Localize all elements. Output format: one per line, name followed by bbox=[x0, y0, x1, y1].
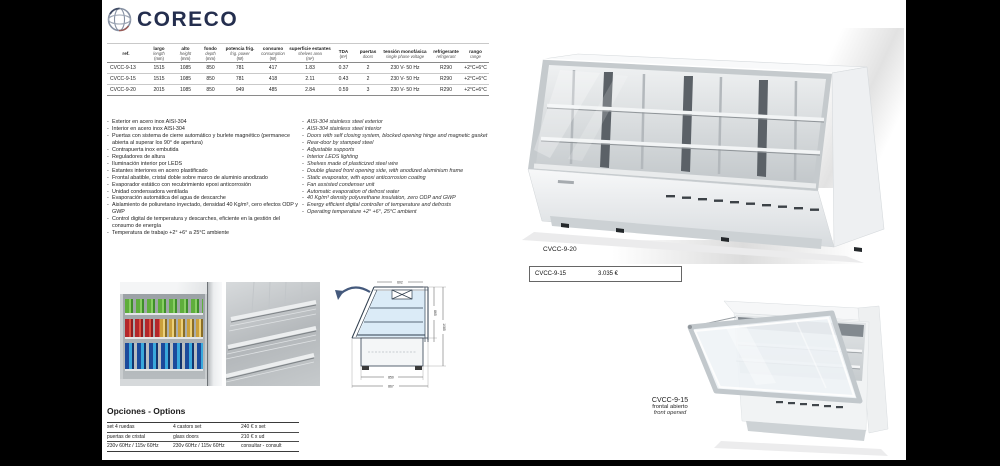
case-side-frame bbox=[207, 282, 222, 386]
dim-label-right-outer: 1085 bbox=[442, 323, 446, 331]
case-bottom-ledge bbox=[120, 379, 207, 386]
product-row-cans bbox=[125, 299, 203, 315]
feature-item: - Unidad condensadora ventilada bbox=[107, 189, 301, 196]
spec-col-header: refrigerante refrigerant bbox=[430, 44, 462, 63]
spec-cell: 850 bbox=[206, 87, 215, 93]
brand-logo bbox=[106, 6, 238, 33]
photo-wire-shelves bbox=[226, 282, 320, 386]
spec-cell: 781 bbox=[235, 76, 245, 82]
option-cell: 230v 60Hz / 115v 60Hz bbox=[173, 443, 225, 450]
spec-row bbox=[107, 85, 489, 96]
spec-cell: 1.83 bbox=[305, 65, 315, 71]
model-label-open bbox=[636, 397, 704, 416]
spec-col-header: rango range bbox=[462, 44, 489, 63]
display-case-photo bbox=[516, 30, 906, 268]
spec-col-header: largo length (mm) bbox=[145, 44, 173, 63]
spec-cell: 1085 bbox=[179, 87, 192, 93]
spec-cell: +2°C+6°C bbox=[464, 76, 487, 82]
feature-item: - Energy efficient digital controller of temperature and defrosts bbox=[302, 202, 500, 209]
option-row bbox=[107, 433, 299, 443]
feature-item: - Static evaporator, with epoxi anticorrosion coating bbox=[302, 175, 500, 182]
feature-item: - Exterior en acero inox AISI-304 bbox=[107, 119, 301, 126]
option-row bbox=[107, 442, 299, 452]
spec-cell: 230 V- 50 Hz bbox=[390, 76, 420, 82]
spec-cell: 1515 bbox=[153, 76, 165, 82]
option-cell: 240 € x set bbox=[241, 424, 266, 431]
spec-cell: +2°C+6°C bbox=[464, 65, 487, 71]
feature-item: - Adjustable supports bbox=[302, 147, 500, 154]
feature-item: - Iluminación interior por LEDS bbox=[107, 161, 301, 168]
dim-label-right-inner: 865 bbox=[433, 310, 437, 316]
feature-item: - 40 Kg/m³ density polyurethane insulation, zero ODP and GWP bbox=[302, 195, 500, 202]
dimension-diagram bbox=[328, 280, 468, 398]
globe-icon bbox=[106, 6, 133, 33]
spec-cell: 0.59 bbox=[338, 87, 349, 93]
option-cell: 4 castors set bbox=[173, 424, 202, 431]
feature-item: - Automatic evaporation of defrost water bbox=[302, 189, 500, 196]
spec-cell: 1515 bbox=[153, 65, 165, 71]
spec-cell: 0.37 bbox=[338, 65, 349, 71]
glass-area bbox=[123, 293, 205, 380]
option-cell: glass doors bbox=[173, 433, 199, 440]
spec-cell: 417 bbox=[268, 65, 278, 71]
spec-cell: 418 bbox=[268, 76, 278, 82]
spec-cell: 850 bbox=[206, 76, 215, 82]
option-cell: set 4 ruedas bbox=[107, 424, 135, 431]
feature-item: - Shelves made of plasticized steel wire bbox=[302, 161, 500, 168]
dim-label-bottom-outer: 867 bbox=[388, 384, 394, 389]
price-value: 3.035 € bbox=[598, 271, 619, 277]
spec-cell: R290 bbox=[440, 76, 452, 82]
spec-cell: 1085 bbox=[179, 65, 192, 71]
spec-col-header: potencia frig. frig. power (W) bbox=[223, 44, 257, 63]
frame-right bbox=[906, 0, 1000, 466]
option-cell: 210 € x ud bbox=[241, 433, 265, 440]
option-cell: consultar - consult bbox=[241, 443, 282, 450]
spec-col-header: puertas doors bbox=[356, 44, 380, 63]
product-row-mixed bbox=[125, 319, 203, 339]
feature-item: - Doors with self closing system, blocked opening hinge and magnetic gasket bbox=[302, 133, 500, 140]
spec-col-header: consumo consumption (W) bbox=[257, 44, 289, 63]
feature-item: - Contrapuerta inox embutida bbox=[107, 147, 301, 154]
spec-cell: 949 bbox=[235, 87, 245, 93]
spec-cell: 485 bbox=[268, 87, 278, 93]
spec-col-header: ref. bbox=[107, 44, 145, 63]
option-row bbox=[107, 423, 299, 433]
spec-cell: 2 bbox=[366, 65, 370, 71]
open-model: CVCC-9-15 bbox=[651, 397, 689, 404]
feature-item: - Control digital de temperatura y descarches, eficiente en la gestión del consumo de energía bbox=[107, 216, 301, 230]
feature-item: - Estantes interiores en acero plastificado bbox=[107, 168, 301, 175]
spec-cell: CVCC-9-13 bbox=[110, 65, 136, 71]
spec-col-header: tensión monofásica single phase voltage bbox=[380, 44, 430, 63]
feature-item: - Double glazed front opening side, with anodized aluminium frame bbox=[302, 168, 500, 175]
spec-cell: 230 V- 50 Hz bbox=[390, 65, 420, 71]
spec-cell: 0.43 bbox=[338, 76, 349, 82]
spec-cell: 230 V- 50 Hz bbox=[390, 87, 420, 93]
open-caption-en: front opened bbox=[653, 410, 687, 416]
options-table bbox=[107, 422, 299, 452]
spec-cell: 1085 bbox=[179, 76, 192, 82]
feature-item: - Interior LEDS lighting bbox=[302, 154, 500, 161]
model-label-main: CVCC-9-20 bbox=[543, 246, 577, 253]
frame-bottom bbox=[0, 460, 1000, 466]
spec-table bbox=[107, 43, 489, 96]
feature-item: - AISI-304 stainless steel interior bbox=[302, 126, 500, 133]
photo-stocked-interior bbox=[120, 282, 222, 386]
spec-cell: +2°C+6°C bbox=[464, 87, 487, 93]
open-caption-es: frontal abierto bbox=[652, 404, 688, 410]
spec-cell: 2.84 bbox=[305, 87, 315, 93]
feature-item: - Interior en acero inox AISI-304 bbox=[107, 126, 301, 133]
dim-label-bottom-inner: 850 bbox=[388, 375, 394, 380]
feature-list-spanish bbox=[107, 119, 301, 237]
spec-cell: 2.11 bbox=[305, 76, 315, 82]
feature-item: - Evaporación automática del agua de descarche bbox=[107, 195, 301, 202]
feature-item: - Aislamiento de poliuretano inyectado, densidad 40 Kg/m³, cero efectos ODP y GWP bbox=[107, 202, 301, 216]
open-direction-arrow-icon bbox=[340, 287, 370, 294]
spec-cell: 2015 bbox=[153, 87, 165, 93]
spec-cell: CVCC-9-15 bbox=[110, 76, 136, 82]
display-case-open-photo bbox=[676, 283, 906, 459]
spec-col-header: alto height (mm) bbox=[173, 44, 198, 63]
feature-item: - Temperatura de trabajo +2° +6° a 25°C ambiente bbox=[107, 230, 301, 237]
option-cell: 230v 60Hz / 115v 60Hz bbox=[107, 443, 159, 450]
feature-list-english bbox=[302, 119, 500, 216]
feature-item: - Frontal abatible, cristal doble sobre marco de aluminio anodizado bbox=[107, 175, 301, 182]
dim-label-top: 602 bbox=[397, 280, 403, 285]
frame-left bbox=[0, 0, 102, 466]
spec-cell: 850 bbox=[206, 65, 215, 71]
spec-cell: R290 bbox=[440, 87, 452, 93]
spec-cell: R290 bbox=[440, 65, 452, 71]
feature-item: - AISI-304 stainless steel exterior bbox=[302, 119, 500, 126]
feature-item: - Reguladores de altura bbox=[107, 154, 301, 161]
feature-item: - Rear-door by stamped steel bbox=[302, 140, 500, 147]
spec-cell: 781 bbox=[235, 65, 245, 71]
option-cell: puertas de cristal bbox=[107, 433, 146, 440]
feature-item: - Puertas con sistema de cierre automático y burlete magnético (permanece abierta al superar los 90° de apertura) bbox=[107, 133, 301, 147]
brand-name: CORECO bbox=[137, 7, 239, 31]
spec-col-header: TDA (m²) bbox=[331, 44, 356, 63]
feature-item: - Fan assisted condenser unit bbox=[302, 182, 500, 189]
spec-row bbox=[107, 74, 489, 85]
spec-col-header: superficie estantes shelves area (m²) bbox=[289, 44, 331, 63]
feature-item: - Evaporador estático con recubrimiento epoxi anticorrosión bbox=[107, 182, 301, 189]
spec-row bbox=[107, 63, 489, 74]
spec-cell: 2 bbox=[366, 76, 370, 82]
price-model: CVCC-9-15 bbox=[535, 271, 567, 277]
options-title: Opciones - Options bbox=[107, 406, 186, 416]
feature-item: - Operating temperature +2° +6°, 25°C ambient bbox=[302, 209, 500, 216]
product-row-bottles bbox=[125, 343, 203, 371]
spec-cell: 3 bbox=[366, 87, 370, 93]
price-box bbox=[529, 266, 682, 282]
spec-col-header: fondo depth (mm) bbox=[198, 44, 223, 63]
spec-cell: CVCC-9-20 bbox=[110, 87, 136, 93]
